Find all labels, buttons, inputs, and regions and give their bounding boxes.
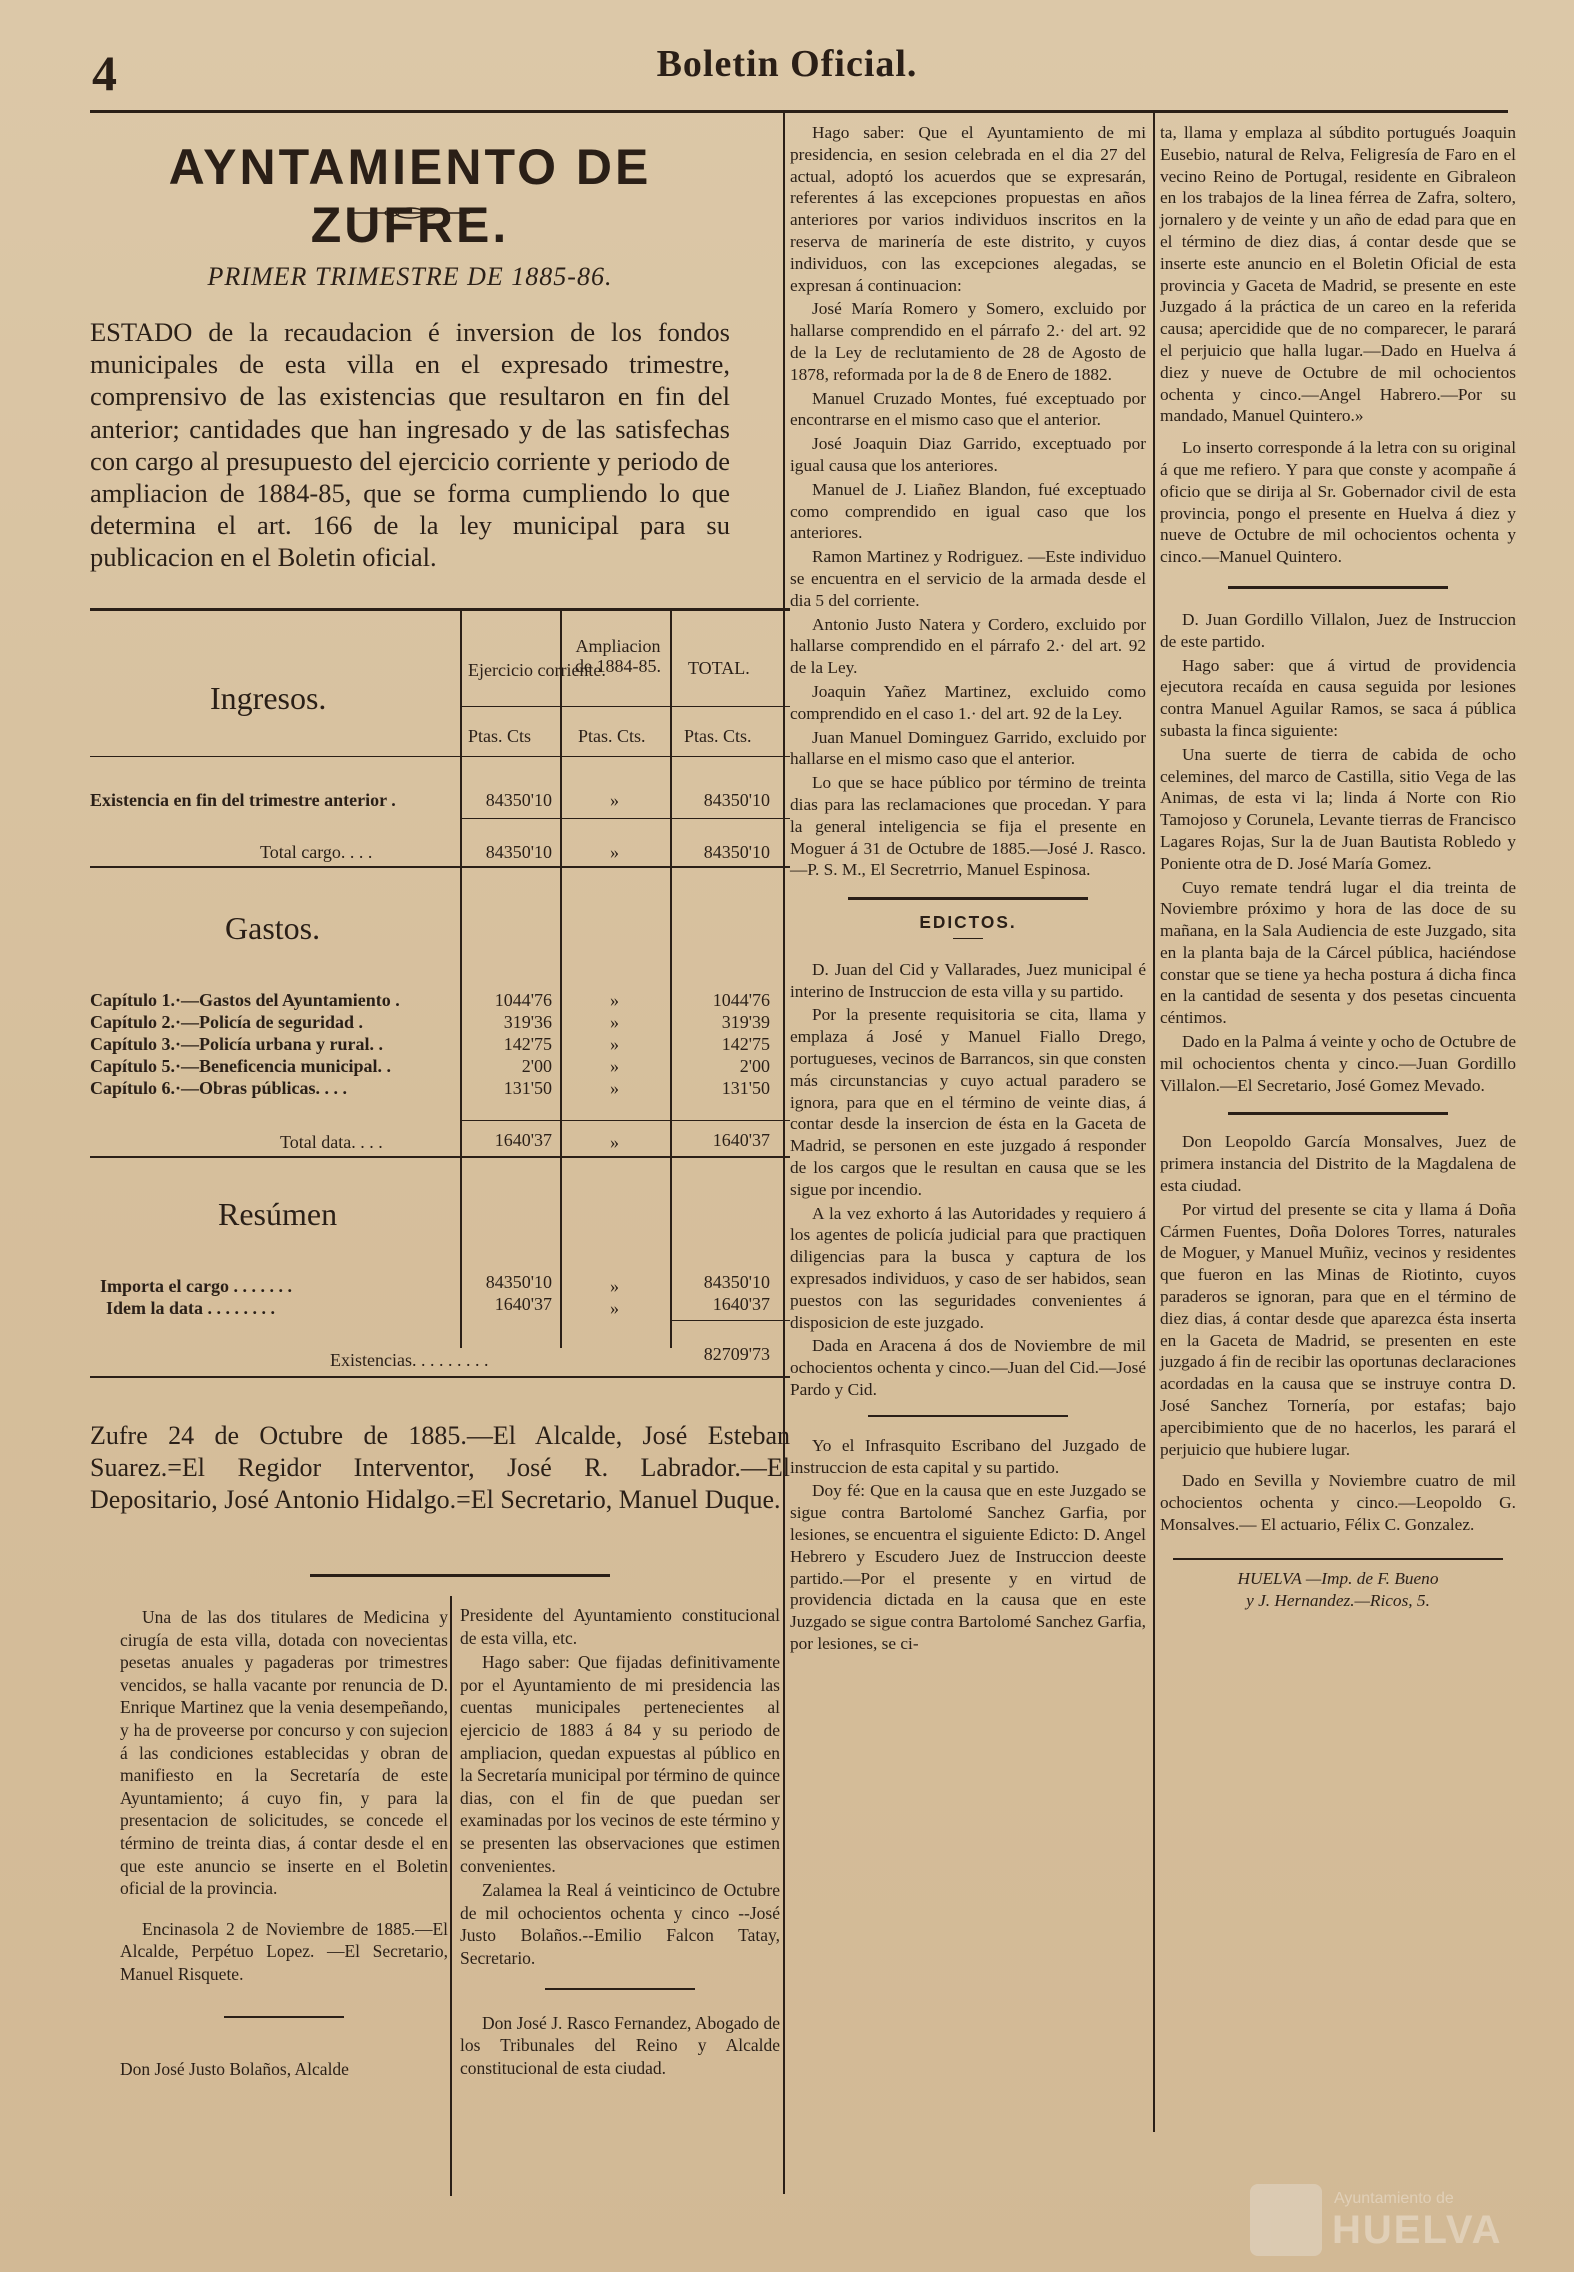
paragraph: José María Romero y Somero, excluido por hallarse comprendido en el párrafo 2.· del art. 92 de la Ley de reclutamiento de 28 de Agosto de 1878, reformada por la de 8 de Enero de 1882. — [790, 299, 1146, 384]
paragraph: José Joaquin Diaz Garrido, exceptuado por igual causa que los anteriores. — [790, 434, 1146, 475]
gastos-row-label: Capítulo 1.·—Gastos del Ayuntamiento . — [90, 990, 400, 1010]
resumen-row-amp: » — [610, 1276, 619, 1296]
ingresos-heading: Ingresos. — [210, 680, 327, 716]
paragraph: Lo inserto corresponde á la letra con su original á que me refiero. Y para que conste y acompañe á oficio que se dirija al Sr. Gobernador civil de esta provincia, pongo el presente en Huelva á diez y nueve de Octubre de mil ochocientos ochenta y cinco.—Manuel Quintero. — [1160, 438, 1516, 567]
col-header-ampliacion: Ampliacion de 1884-85. — [575, 636, 661, 676]
section-rule — [310, 1574, 610, 1577]
ingresos-row-tot: 84350'10 — [703, 790, 770, 810]
article-subtitle: PRIMER TRIMESTRE DE 1885-86. — [207, 262, 613, 291]
unit-ejercicio: Ptas. Cts — [468, 726, 532, 746]
paragraph: Manuel de J. Liañez Blandon, fué exceptuado como comprendido en igual caso que los anteriores. — [790, 479, 1146, 543]
gastos-row-tot: 142'75 — [721, 1034, 770, 1054]
paragraph: A la vez exhorto á las Autoridades y requiero á los agentes de policía judicial para que practiquen diligencias para la busca y captura de los expresados individuos, y caso de ser habidos, sean puestos con las seguridades convenientes á disposicion de este juzgado. — [790, 1203, 1146, 1332]
paragraph: Yo el Infrasquito Escribano del Juzgado de instruccion de esta capital y su partido. — [790, 1435, 1146, 1477]
resumen-row-label: Idem la data . . . . . . . . — [106, 1298, 276, 1318]
gastos-row-amp: » — [610, 1034, 619, 1054]
col-header-ejercicio: Ejercicio corriente. — [468, 660, 606, 680]
paragraph: Juan Manuel Dominguez Garrido, excluido por hallarse en el mismo caso que el anterior. — [790, 727, 1146, 769]
ingresos-row-amp: » — [610, 790, 619, 810]
paragraph: Manuel Cruzado Montes, fué exceptuado por encontrarse en el mismo caso que el anterior. — [790, 388, 1146, 430]
column-four — [1160, 122, 1516, 1611]
paragraph: Hago saber: Que el Ayuntamiento de mi presidencia, en sesion celebrada en el dia 27 del actual, adoptó los acuerdos que se expresarán, referentes á las excepciones propuestas en años anteriores por varios individuos inscritos en la reserva de marinería de este distrito, y cuyos individuos, con las excepciones alegadas, se expresan á continuacion: — [790, 123, 1146, 295]
total-data-label: Total data. . . . — [280, 1132, 383, 1152]
column-divider — [450, 1596, 452, 2196]
paragraph: Encinasola 2 de Noviembre de 1885.—El Alcalde, Perpétuo Lopez. —El Secretario, Manuel Risquete. — [120, 1918, 448, 1984]
gastos-row-label: Capítulo 3.·—Policía urbana y rural. . — [90, 1034, 384, 1054]
resumen-row-tot: 84350'10 — [703, 1272, 770, 1292]
resumen-row-label: Importa el cargo . . . . . . . — [100, 1276, 292, 1296]
paragraph: Don José Justo Bolaños, Alcalde — [120, 2058, 349, 2079]
imprint-line: y J. Hernandez.—Ricos, 5. — [1246, 1590, 1430, 1610]
imprint-line: HUELVA —Imp. de F. Bueno — [1237, 1568, 1439, 1588]
column-divider — [783, 1574, 785, 2194]
unit-ampliacion: Ptas. Cts. — [578, 726, 646, 746]
edictos-heading: EDICTOS. — [919, 912, 1017, 933]
paragraph: Zalamea la Real á veinticinco de Octubre de mil ochocientos ochenta y cinco --José Justo Bolaños.--Emilio Falcon Tatay, Secretario. — [460, 1880, 780, 1968]
gastos-row-amp: » — [610, 990, 619, 1010]
existencias-label: Existencias. . . . . . . . . — [330, 1350, 489, 1370]
total-cargo-label: Total cargo. . . . — [260, 842, 373, 862]
gastos-row-amp: » — [610, 1078, 619, 1098]
paragraph: Dada en Aracena á dos de Noviembre de mil ochocientos ochenta y cinco.—Juan del Cid.—José Pardo y Cid. — [790, 1336, 1146, 1400]
zufre-signature: Zufre 24 de Octubre de 1885.—El Alcalde, José Esteban Suarez.=El Regidor Interventor, José R. Labrador.—El Depositario, José Antonio Hidalgo.=El Secretario, Manuel Duque. — [90, 1421, 790, 1514]
page-number: 4 — [92, 45, 117, 101]
paragraph: Presidente del Ayuntamiento constitucional de esta villa, etc. — [460, 1605, 780, 1648]
ingresos-row-ej: 84350'10 — [485, 790, 552, 810]
gastos-row-ej: 319'36 — [503, 1012, 552, 1032]
total-cargo-tot: 84350'10 — [703, 842, 770, 862]
paragraph: Cuyo remate tendrá lugar el dia treinta de Noviembre próximo y hora de las doce de su mañana, en la Sala Audiencia de este Juzgado, sita en la planta baja de la Cárcel pública, haciéndose constar que se tiene ya hecha postura á dicha finca en la cantidad de sesenta y dos pesetas cincuenta céntimos. — [1160, 877, 1516, 1028]
archive-watermark-logo — [1250, 2180, 1550, 2270]
gastos-row-ej: 142'75 — [503, 1034, 552, 1054]
article-title: AYNTAMIENTO DE ZUFRE. — [168, 139, 652, 253]
paragraph: Doy fé: Que en la causa que en este Juzgado se sigue contra Bartolomé Sanchez Garfia, por lesiones, se encuentra el siguiente Edicto: D. Angel Hebrero y Escudero Juez de Instruccion deeste partido.—Por el presente y en virtud de providencia dictada en la causa que en este Juzgado se sigue contra Bartolomé Sanchez Garfia, por lesiones, se ci- — [790, 1481, 1146, 1653]
gastos-row-amp: » — [610, 1012, 619, 1032]
paragraph: Dado en Sevilla y Noviembre cuatro de mil ochocientos ochenta y cinco.—Leopoldo G. Monsalves.— El actuario, Félix C. Gonzalez. — [1160, 1471, 1516, 1535]
gastos-row-tot: 2'00 — [739, 1056, 770, 1076]
table-rule — [90, 608, 790, 611]
column-divider — [1153, 112, 1155, 2132]
total-data-amp: » — [610, 1132, 619, 1152]
resumen-row-tot: 1640'37 — [712, 1294, 770, 1314]
paragraph: Hago saber: que á virtud de providencia ejecutora recaída en causa seguida por lesiones contra Manuel Aguilar Ramos, se saca á pública subasta la finca siguiente: — [1160, 655, 1516, 740]
resumen-row-amp: » — [610, 1298, 619, 1318]
paragraph: Lo que se hace público por término de treinta dias para las reclamaciones que procedan. Y para la general inteligencia se fija el presente en Moguer á 31 de Octubre de 1885.—José J. Rasco.—P. S. M., El Secretrrio, Manuel Espinosa. — [790, 773, 1146, 880]
paragraph: Una suerte de tierra de cabida de ocho celemines, del marco de Castilla, sitio Vega de las Animas, de esta vi la; linda á Norte con Rio Tamojoso y Corunela, Levante tierras de Francisco Lagares Rojas, Sur la de Juan Bautista Robledo y Poniente otra de D. José María Gomez. — [1160, 744, 1516, 873]
watermark-line: HUELVA — [1332, 2208, 1503, 2252]
watermark-line: Ayuntamiento de — [1334, 2190, 1454, 2207]
article-lead: ESTADO de la recaudacion é inversion de los fondos municipales de esta villa en el expresado trimestre, comprensivo de las existencias que resultaron en fin del anterior; cantidades que han ingresado y de las satisfechas con cargo al presupuesto del ejercicio corriente y periodo de ampliacion de 1884-85, que se forma cumpliendo lo que determina el art. 166 de la ley municipal para su publicacion en el Boletin oficial. — [90, 317, 730, 573]
header-rule — [90, 110, 1508, 113]
gastos-row-ej: 131'50 — [503, 1078, 552, 1098]
paragraph: Una de las dos titulares de Medicina y cirugía de esta villa, dotada con novecientas pesetas anuales y pagaderas por trimestres vencidos, se halla vacante por renuncia de D. Enrique Martinez que la venia desempeñando, y ha de proveerse por concurso y con sujecion á las condiciones establecidas y obran de manifiesto en la Secretaría de este Ayuntamiento; á cuyo fin, y para la presentacion de solicitudes, se concede el término de treinta dias, á contar desde el en que este anuncio se inserte en el Boletin oficial de la provincia. — [120, 1607, 448, 1899]
paragraph: Don José J. Rasco Fernandez, Abogado de los Tribunales del Reino y Alcalde constitucional de esta ciudad. — [460, 2012, 780, 2078]
resumen-row-ej: 84350'10 — [485, 1272, 552, 1292]
total-data-tot: 1640'37 — [712, 1130, 770, 1150]
paragraph: Hago saber: Que fijadas definitivamente por el Ayuntamiento de mi presidencia las cuentas municipales pertenecientes al ejercicio de 1883 á 84 y su periodo de ampliacion, quedan expuestas al público en la Secretaría municipal por término de quince dias, con el fin de que puedan ser examinadas por los vecinos de este término y se presenten las observaciones que estimen convenientes. — [460, 1652, 780, 1876]
gastos-heading: Gastos. — [225, 910, 321, 946]
paragraph: Por la presente requisitoria se cita, llama y emplaza á José y Manuel Fiallo Drego, portugueses, vecinos de Barrancos, sin que consten más circunstancias y cuyo actual paradero se ignora, para que en el término de veinte dias, á contar desde la insercion de ésta en la Gaceta de Madrid, se personen en este juzgado á responder de los cargos que le resultan en causa que se les sigue por incendio. — [790, 1005, 1146, 1199]
paragraph: Antonio Justo Natera y Cordero, excluido por hallarse comprendido en el párrafo 2.· del art. 92 de la Ley. — [790, 614, 1146, 678]
gastos-row-label: Capítulo 2.·—Policía de seguridad . — [90, 1012, 364, 1032]
paragraph: Por virtud del presente se cita y llama á Doña Cármen Fuentes, Doña Dolores Torres, naturales de Moguer, y Manuel Muñiz, vecinos y residentes que fueron en las Minas de Riotinto, cuyos paraderos se ignoran, para que en el término de diez dias, á contar desde que aparezca ésta inserta en la Gaceta de Madrid, se presenten en este juzgado á fin de recibir las oportunas declaraciones acordadas en la causa que se instruye contra D. José Sanchez Tornería, por estafas; bajo apercibimiento que de no hacerlos, les parará el perjuicio que hubiere lugar. — [1160, 1199, 1516, 1459]
ingresos-row-label: Existencia en fin del trimestre anterior . — [90, 790, 396, 810]
newspaper-masthead: Boletin Oficial. — [656, 43, 918, 85]
gastos-row-label: Capítulo 6.·—Obras públicas. . . . — [90, 1078, 348, 1098]
paragraph: Joaquin Yañez Martinez, excluido como comprendido en el caso 1.· del art. 92 de la Ley. — [790, 681, 1146, 723]
watermark-emblem-icon — [1250, 2184, 1322, 2256]
paragraph: Dado en la Palma á veinte y ocho de Octubre de mil ochocientos chenta y cinco.—Juan Gordillo Villalon.—El Secretario, José Gomez Mevado. — [1160, 1032, 1516, 1095]
resumen-heading: Resúmen — [218, 1196, 338, 1232]
accounts-table — [90, 608, 790, 1368]
paragraph: Don Leopoldo García Monsalves, Juez de primera instancia del Distrito de la Magdalena de esta ciudad. — [1160, 1132, 1516, 1196]
gastos-row-ej: 2'00 — [521, 1056, 552, 1076]
gastos-row-amp: » — [610, 1056, 619, 1076]
gastos-row-ej: 1044'76 — [494, 990, 552, 1010]
total-cargo-ej: 84350'10 — [485, 842, 552, 862]
gastos-row-label: Capítulo 5.·—Beneficencia municipal. . — [90, 1056, 392, 1076]
unit-total: Ptas. Cts. — [684, 726, 752, 746]
bottom-mid-column — [460, 1604, 780, 2081]
column-three — [790, 122, 1146, 1657]
gastos-row-tot: 319'39 — [721, 1012, 770, 1032]
paragraph: Ramon Martinez y Rodriguez. —Este individuo se encuentra en el servicio de la armada desde el dia 5 del corriente. — [790, 547, 1146, 610]
total-data-ej: 1640'37 — [494, 1130, 552, 1150]
resumen-row-ej: 1640'37 — [494, 1294, 552, 1314]
paragraph: D. Juan Gordillo Villalon, Juez de Instruccion de este partido. — [1160, 609, 1516, 651]
total-cargo-amp: » — [610, 842, 619, 862]
gastos-row-tot: 131'50 — [721, 1078, 770, 1098]
bottom-left-column — [120, 1606, 448, 2082]
col-header-total: TOTAL. — [688, 658, 750, 678]
ornament-divider — [350, 206, 470, 220]
paragraph: D. Juan del Cid y Vallarades, Juez municipal é interino de Instruccion de esta villa y su partido. — [790, 959, 1146, 1001]
paragraph: ta, llama y emplaza al súbdito portugués Joaquin Eusebio, natural de Relva, Feligresía de Faro en el vecino Reino de Portugal, residente en Gibraleon en los trabajos de la linea férrea de Zafra, soltero, jornalero y de veinte y un año de edad para que en el término de diez dias, á contar desde que se inserte este anuncio en el Boletin Oficial de esta provincia y Gaceta de Madrid, se presente en este Juzgado á la práctica de un careo en la referida causa; apercidide que de no comparecer, le parará el perjuicio que halla lugar.—Dado en Huelva á diez y nueve de Octubre de mil ochocientos ochenta y cinco.—Angel Habrero.—Por su mandado, Manuel Quintero.» — [1160, 123, 1516, 426]
gastos-row-tot: 1044'76 — [712, 990, 770, 1010]
existencias-tot: 82709'73 — [703, 1344, 770, 1364]
